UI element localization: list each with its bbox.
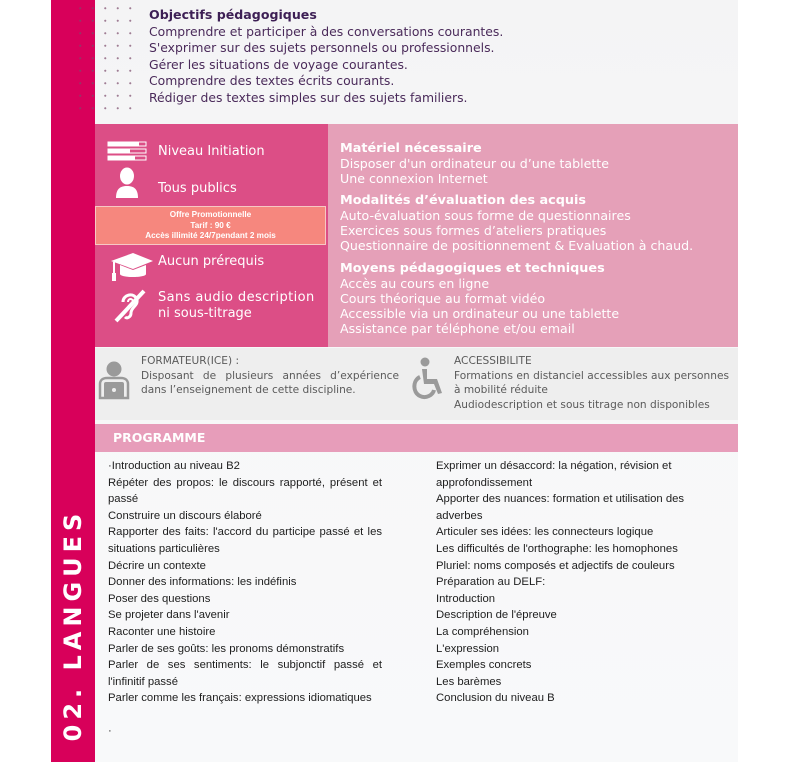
promo-access: Accès illimité 24/7pendant 2 mois <box>145 231 276 240</box>
programme-item: Parler comme les français: expressions idiomatiques <box>108 692 372 705</box>
evaluation-item: Exercices sous formes d’ateliers pratiques <box>340 223 607 238</box>
objective-item: Gérer les situations de voyage courantes. <box>149 56 408 72</box>
programme-item: Introduction <box>436 592 496 605</box>
trainer-laptop-icon <box>97 360 131 404</box>
prereq-label: Aucun prérequis <box>158 254 265 269</box>
programme-item: Apporter des nuances: formation et utilisation des adverbes <box>436 493 685 522</box>
programme-item: Se projeter dans l'avenir <box>108 609 230 622</box>
trainer-accessibility-band <box>95 348 738 420</box>
moyens-item: Accès au cours en ligne <box>340 276 490 291</box>
programme-item: Les barèmes <box>436 675 502 688</box>
promo-price: Tarif : 90 € <box>190 220 231 230</box>
programme-item: Exemples concrets <box>436 659 532 672</box>
programme-item: Poser des questions <box>108 592 211 605</box>
promo-offer <box>95 206 326 245</box>
hearing-impaired-icon <box>113 288 147 329</box>
programme-item: ·Introduction au niveau B2 <box>108 460 240 472</box>
programme-item: Donner des informations: les indéfinis <box>108 576 297 589</box>
info-panel <box>328 124 738 347</box>
audio-line-1: Sans audio description <box>158 290 315 305</box>
programme-title: PROGRAMME <box>113 430 206 445</box>
promo-title: Offre Promotionnelle <box>169 210 252 219</box>
programme-item: Conclusion du niveau B <box>436 692 555 705</box>
materiel-title: Matériel nécessaire <box>340 141 482 156</box>
programme-item: Répéter des propos: le discours rapporté, présent et passé <box>108 476 382 506</box>
programme-item: Pluriel: noms composés et adjectifs de couleurs <box>436 559 675 572</box>
accessibility-text-2: Audiodescription et sous titrage non disponibles <box>454 398 710 411</box>
trainer-block <box>141 354 399 398</box>
trainer-title: FORMATEUR(ICE) : <box>141 355 240 367</box>
programme-item: La compréhension <box>436 625 529 638</box>
programme-trailing-dot: · <box>108 724 112 737</box>
level-bars-icon <box>107 141 147 166</box>
level-label: Niveau Initiation <box>158 144 265 159</box>
programme-item: Décrire un contexte <box>108 559 206 572</box>
section-label-text: 02. LANGUES <box>59 508 87 742</box>
evaluation-item: Questionnaire de positionnement & Evaluation à chaud. <box>340 238 694 253</box>
audio-line-2: ni sous-titrage <box>158 306 252 321</box>
objectives-block <box>149 7 709 107</box>
programme-item: Parler de ses sentiments: le subjonctif passé et l'infinitif passé <box>108 659 382 688</box>
programme-item: Raconter une histoire <box>108 625 216 638</box>
evaluation-section <box>340 193 693 253</box>
features-panel <box>95 124 328 347</box>
programme-item: Parler de ses goûts: les pronoms démonstratifs <box>108 642 345 655</box>
evaluation-title: Modalités d’évaluation des acquis <box>340 193 587 208</box>
section-label <box>51 500 95 750</box>
person-icon <box>115 167 139 204</box>
moyens-section <box>340 261 619 336</box>
accessibility-text: Formations en distanciel accessibles aux personnes à mobilité réduite <box>454 369 729 396</box>
moyens-item: Assistance par téléphone et/ou email <box>340 321 575 336</box>
objectives-title: Objectifs pédagogiques <box>149 7 317 22</box>
programme-item: L'expression <box>436 642 500 655</box>
programme-item: Articuler ses idées: les connecteurs logique <box>436 526 654 539</box>
materiel-item: Une connexion Internet <box>340 171 488 186</box>
programme-item: Description de l'épreuve <box>436 609 557 622</box>
objective-item: Comprendre et participer à des conversations courantes. <box>149 23 504 39</box>
dots-decoration <box>74 2 136 114</box>
trainer-text: Disposant de plusieurs années d’expérience dans l’enseignement de cette discipline. <box>141 369 399 396</box>
accessibility-title: ACCESSIBILITE <box>454 355 532 367</box>
objective-item: S'exprimer sur des sujets personnels ou professionnels. <box>149 40 495 56</box>
objective-item: Comprendre des textes écrits courants. <box>149 73 395 89</box>
materiel-item: Disposer d'un ordinateur ou d’une tablette <box>340 156 609 171</box>
programme-item: Les difficultés de l'orthographe: les homophones <box>436 542 678 555</box>
audio-label <box>158 290 315 322</box>
evaluation-item: Auto-évaluation sous forme de questionnaires <box>340 208 631 223</box>
moyens-title: Moyens pédagogiques et techniques <box>340 261 605 276</box>
graduation-cap-icon <box>109 252 155 289</box>
programme-item: Exprimer un désaccord: la négation, révision et approfondissement <box>436 460 672 489</box>
objective-item: Rédiger des textes simples sur des sujets familiers. <box>149 89 468 105</box>
programme-left-column <box>108 458 382 740</box>
moyens-item: Cours théorique au format vidéo <box>340 291 546 306</box>
programme-item: Préparation au DELF: <box>436 576 546 589</box>
programme-item: Construire un discours élaboré <box>108 509 262 522</box>
programme-right-column <box>436 458 726 707</box>
programme-item: Rapporter des faits: l'accord du participe passé et les situations particulières <box>108 526 382 555</box>
moyens-item: Accessible via un ordinateur ou une tablette <box>340 306 620 321</box>
accessibility-block <box>454 354 729 412</box>
materiel-section <box>340 141 609 186</box>
wheelchair-icon <box>411 357 447 405</box>
audience-label: Tous publics <box>158 181 237 196</box>
programme-header <box>95 424 738 452</box>
